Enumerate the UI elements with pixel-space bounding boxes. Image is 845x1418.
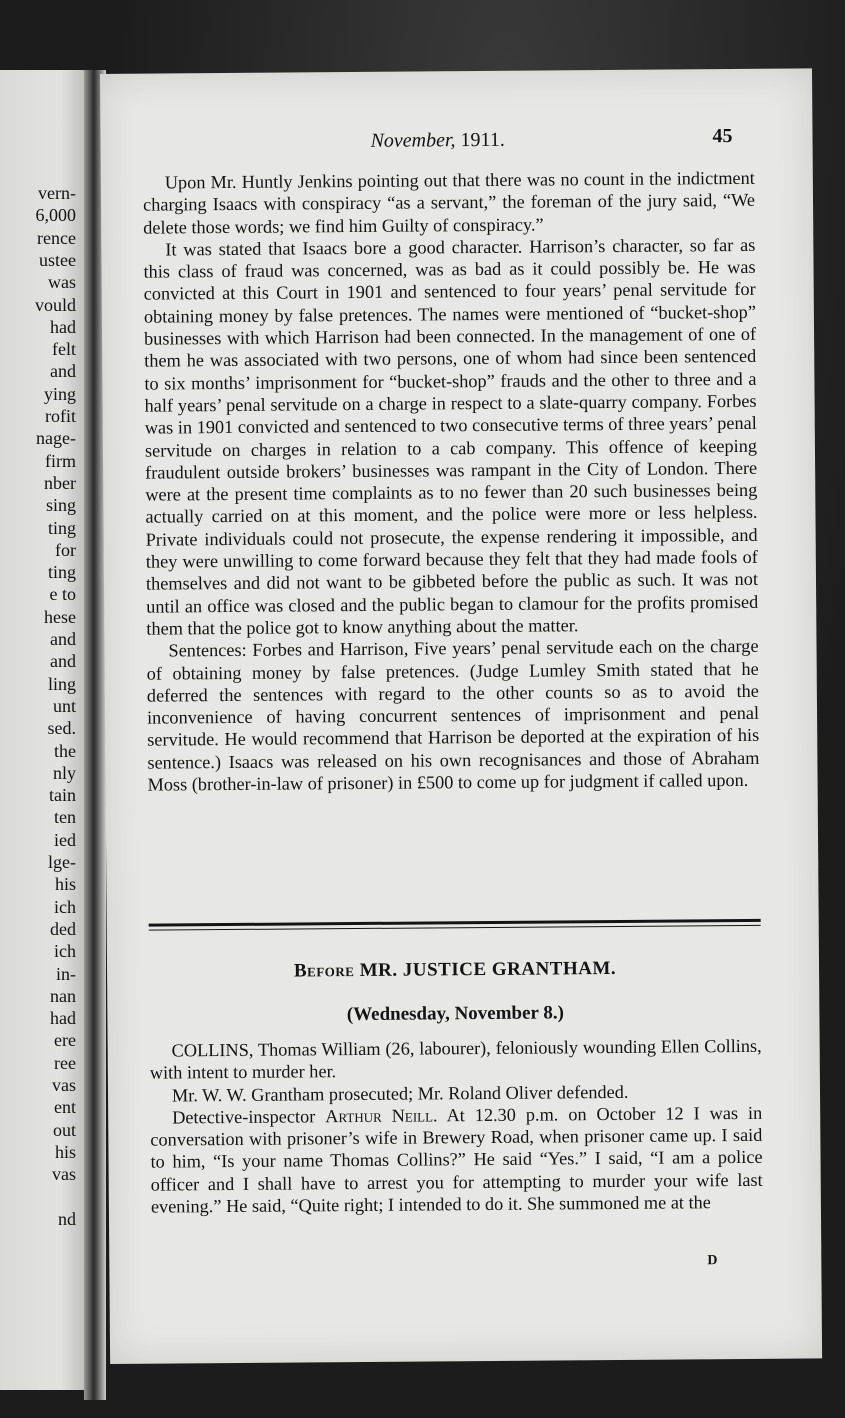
left-page-fragment: the — [54, 740, 76, 761]
left-page-fragment: ich — [54, 941, 76, 962]
case-counsel: Mr. W. W. Grantham prosecuted; Mr. Roland Oliver defended. — [171, 1081, 629, 1106]
left-page-fragment: and — [50, 651, 76, 672]
right-page — [100, 68, 822, 1364]
left-page-fragment: 6,000 — [35, 205, 76, 226]
left-facing-page — [0, 70, 86, 1390]
left-page-fragment: his — [54, 874, 76, 895]
left-page-fragment: ree — [54, 1052, 76, 1073]
left-page-fragment: e to — [49, 584, 76, 605]
left-page-fragment: out — [52, 1119, 76, 1140]
session-date: (Wednesday, November 8.) — [346, 1002, 565, 1026]
judge-heading — [149, 957, 761, 984]
running-title — [370, 129, 504, 153]
left-page-fragment: ying — [43, 383, 76, 404]
left-page-fragment: lge- — [48, 852, 76, 872]
left-page-fragment: nan — [50, 985, 76, 1006]
left-page-fragment: and — [50, 629, 76, 649]
left-page-fragment: vas — [52, 1075, 76, 1095]
witness-title: Detective-inspector — [172, 1106, 316, 1128]
paragraph-verdict: Upon Mr. Huntly Jenkins pointing out that there was no count in the indictment charging Isaacs with conspiracy “as a servant,” the foreman of the jury said, “We delete those words; we find him Guilty of conspiracy.” — [142, 167, 756, 238]
left-page-fragment: nage- — [36, 428, 76, 449]
left-page-fragment: in- — [56, 963, 76, 984]
left-page-fragment: ting — [47, 517, 76, 538]
left-page-fragment: rence — [37, 227, 76, 248]
left-page-fragment: tain — [49, 785, 76, 806]
left-page-fragment: ied — [54, 829, 76, 850]
left-page-fragment: nd — [58, 1208, 76, 1229]
left-page-fragment: had — [50, 1008, 76, 1029]
page-number: 45 — [712, 125, 733, 148]
left-page-fragment: vern- — [38, 183, 76, 203]
left-page-fragment: ten — [54, 807, 76, 828]
judge-prefix: Before — [293, 960, 355, 982]
signature-mark: D — [707, 1253, 718, 1269]
left-page-fragment: for — [55, 539, 76, 560]
left-page-fragment: vould — [34, 294, 76, 315]
left-page-fragment: firm — [45, 450, 76, 471]
defendant-name: COLLINS, — [171, 1039, 254, 1061]
left-page-fragment: ustee — [39, 249, 76, 270]
case-testimony — [150, 1102, 763, 1218]
left-page-fragment: and — [50, 361, 76, 382]
left-page-fragment: nber — [44, 472, 76, 493]
left-page-fragment: ent — [54, 1097, 76, 1118]
left-page-fragment: sed. — [47, 718, 76, 739]
running-title-month: November, — [370, 129, 456, 152]
running-title-year: 1911. — [460, 128, 505, 152]
left-page-fragment: was — [48, 272, 76, 293]
left-page-fragment: rofit — [45, 406, 76, 426]
paragraph-sentences: Sentences: Forbes and Harrison, Five years’ penal servitude each on the charge of obtaining money by false pretences. (Judge Lumley Smith stated that he deferred the sentences with regard to the other counts so as to avoid the inconvenience of having concurrent sentences of imprisonment and penal servitude. He would recommend that Harrison be deported at the expiration of his sentence.) Isaacs was released on his own recognisances and those of Abraham Moss (brother-in-law of prisoner) in £500 to come up for judgment if called upon. — [146, 636, 760, 795]
left-page-fragment: had — [50, 316, 76, 337]
body-text — [143, 167, 760, 796]
left-page-fragment: ere — [54, 1030, 76, 1051]
running-head — [100, 126, 812, 160]
left-page-fragment: nly — [52, 762, 76, 783]
left-page-fragment: his — [54, 1141, 76, 1162]
left-page-fragment: hese — [44, 606, 76, 627]
left-page-fragment: vas — [52, 1164, 76, 1185]
left-page-fragment: sing — [45, 495, 76, 516]
paragraph-character: It was stated that Isaacs bore a good character. Harrison’s character, so far as this class of fraud was concerned, was as bad as it could possibly be. He was convicted at this Court in 1901 and sentenced to four years’ penal servitude for obtaining money by false pretences. The names were mentioned of “bucket-shop” businesses with which Harrison had been connected. In the management of one of them he was associated with two persons, one of whom had since been sentenced to six months’ imprisonment for “bucket-shop” frauds and the other to three and a half years’ penal servitude on a charge in respect to a slate-quarry company. Forbes was in 1901 convicted and sentenced to two consecutive terms of three years’ penal servitude on charges in relation to a cab company. This offence of keeping fraudulent outside brokers’ businesses was rampant in the City of London. There were at the present time complaints as to no fewer than 20 such businesses being actually carried on at this moment, and the police were more or less helpless. Private individuals could not prosecute, the expense rendering it impossible, and they were unwilling to come forward because they felt that they had made fools of themselves and did not want to be gibbeted before the public as such. It was not until an office was closed and the public began to clamour for the profits promised them that the police got to know anything about the matter. — [143, 234, 759, 639]
left-page-fragment: felt — [52, 339, 76, 360]
left-page-fragment: ich — [54, 896, 76, 917]
left-page-fragment: unt — [52, 695, 76, 716]
left-page-fragment: ded — [50, 918, 76, 939]
testimony-text: At 12.30 p.m. on October 12 I was in conversation with prisoner’s wife in Brewery Road, when prisoner came up. I said to him, “Is your name Thomas Collins?” He said “Yes.” I said, “I am a police officer and I shall have to arrest you for attempting to murder your wife last evening.” He said, “Quite right; I intended to do it. She summoned me at the — [150, 1102, 763, 1217]
left-page-fragment: ling — [47, 673, 76, 694]
section-divider — [149, 919, 761, 934]
left-page-fragment: ting — [47, 562, 76, 583]
case-text — [150, 1035, 763, 1218]
witness-name: Arthur Neill. — [325, 1105, 438, 1127]
case-caption — [150, 1035, 762, 1084]
judge-name: MR. JUSTICE GRANTHAM. — [359, 957, 617, 981]
case-charge: Thomas William (26, labourer), feloniously wounding Ellen Collins, with intent to murder her. — [149, 1035, 762, 1083]
